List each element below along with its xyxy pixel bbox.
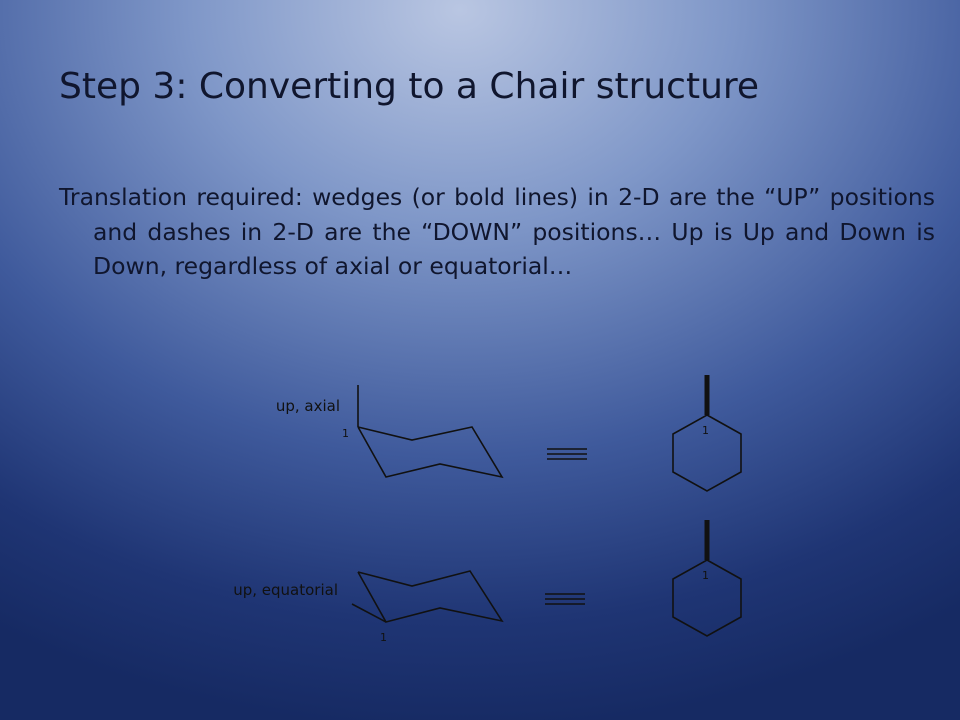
slide-title: Step 3: Converting to a Chair structure <box>59 66 760 107</box>
chair-ring-equatorial <box>358 571 502 622</box>
chair-axial-carbon-number: 1 <box>342 427 349 440</box>
equivalence-sign-bottom <box>545 594 585 604</box>
label-up-equatorial: up, equatorial <box>233 581 338 599</box>
chair-equatorial-carbon-number: 1 <box>380 631 387 644</box>
chair-axial <box>358 385 502 477</box>
equivalence-sign-top <box>547 449 587 459</box>
hexagon-top-carbon-number: 1 <box>702 424 709 437</box>
chair-equatorial <box>352 571 502 622</box>
chair-ring-axial <box>358 427 502 477</box>
slide-body-text: Translation required: wedges (or bold lines) in 2-D are the “UP” positions and dashes in 2-D are the “DOWN” positions… Up is Up and Down is Down, regardless of axial or equatorial… <box>59 183 935 280</box>
hexagon-bottom-carbon-number: 1 <box>702 569 709 582</box>
label-up-axial: up, axial <box>275 397 340 415</box>
